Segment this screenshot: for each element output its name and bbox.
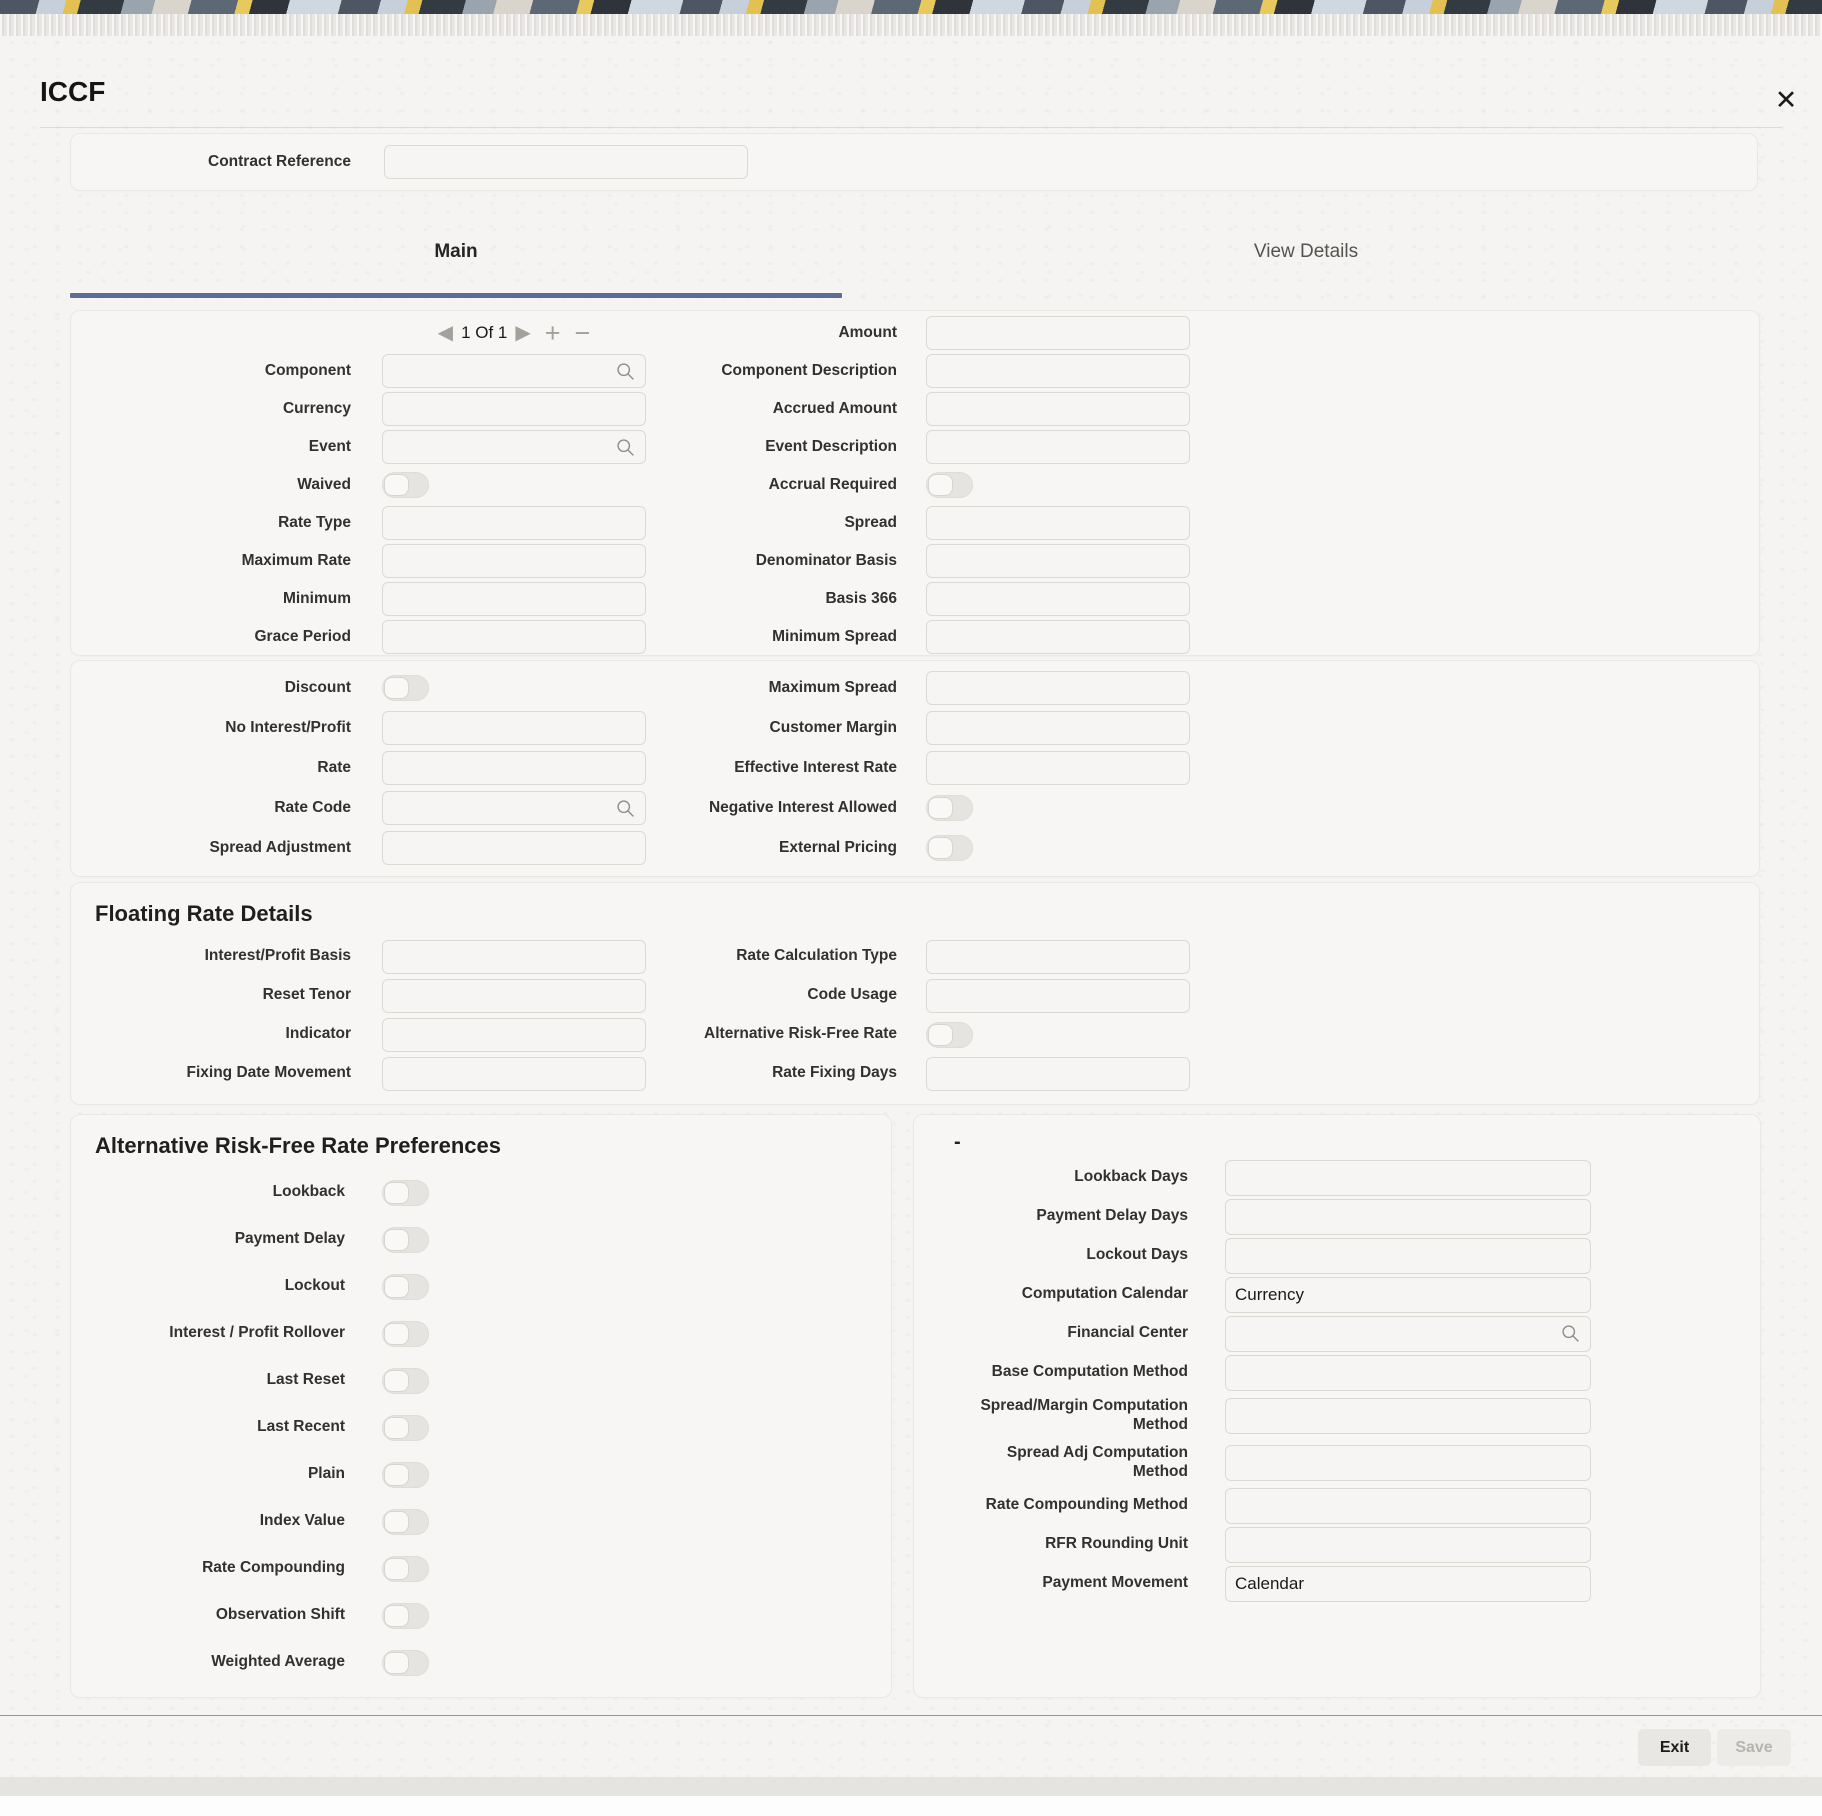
external-pricing-toggle[interactable] — [926, 835, 973, 861]
field-row — [950, 1158, 1760, 1197]
tab-view-details[interactable]: View Details — [1253, 241, 1359, 262]
accrual-required-toggle[interactable] — [926, 472, 973, 498]
financial-center-label: Financial Center — [1067, 1324, 1188, 1342]
minimum-input[interactable] — [382, 582, 646, 616]
code-usage-input[interactable] — [926, 979, 1190, 1013]
field-row — [656, 1015, 1759, 1054]
toggle-knob — [384, 1370, 409, 1392]
denominator-basis-input[interactable] — [926, 544, 1190, 578]
field-row — [71, 828, 656, 868]
spread-margin-computation-method-label: Spread/Margin Computation Method — [980, 1397, 1188, 1433]
index-value-label: Index Value — [259, 1512, 345, 1530]
rate-fixing-days-input[interactable] — [926, 1057, 1190, 1091]
maximum-rate-input[interactable] — [382, 544, 646, 578]
field-row — [71, 1263, 891, 1310]
amount-label: Amount — [838, 323, 897, 341]
event-description-label: Event Description — [765, 437, 897, 455]
interest-profit-rollover-toggle[interactable] — [382, 1321, 429, 1347]
spread-adjustment-label: Spread Adjustment — [209, 838, 351, 856]
lookback-days-label: Lookback Days — [1074, 1168, 1188, 1186]
exit-button[interactable]: Exit — [1638, 1729, 1711, 1766]
contract-reference-panel — [70, 133, 1758, 191]
toggle-knob — [384, 1417, 409, 1439]
accrual-required-label: Accrual Required — [768, 475, 897, 493]
basis-366-input[interactable] — [926, 582, 1190, 616]
lockout-days-label: Lockout Days — [1086, 1246, 1188, 1264]
field-row — [656, 668, 1759, 708]
spread-input[interactable] — [926, 506, 1190, 540]
close-icon[interactable]: ✕ — [1774, 84, 1798, 115]
main-record-panel — [70, 310, 1760, 656]
payment-movement-input[interactable]: Calendar — [1225, 1566, 1591, 1602]
rate-compounding-label: Rate Compounding — [202, 1559, 345, 1577]
lookback-label: Lookback — [272, 1183, 345, 1201]
interest-profit-basis-input[interactable] — [382, 940, 646, 974]
payment-movement-label: Payment Movement — [1042, 1574, 1188, 1592]
field-row — [656, 580, 1759, 618]
field-row — [950, 1197, 1760, 1236]
field-row — [71, 1310, 891, 1357]
field-row — [71, 976, 656, 1015]
record-counter: 1 Of 1 — [461, 323, 508, 342]
rfr-rounding-unit-label: RFR Rounding Unit — [1045, 1535, 1188, 1553]
spread-label: Spread — [844, 513, 897, 531]
decorative-pattern-band — [0, 0, 1822, 14]
field-row — [71, 1216, 891, 1263]
currency-label: Currency — [282, 399, 351, 417]
toggle-knob — [928, 837, 953, 859]
field-row — [656, 748, 1759, 788]
toggle-knob — [384, 1605, 409, 1627]
field-row — [71, 788, 656, 828]
search-icon[interactable] — [615, 798, 636, 819]
base-computation-method-input[interactable] — [1225, 1355, 1591, 1391]
rate-type-input[interactable] — [382, 506, 646, 540]
field-row — [950, 1314, 1760, 1353]
plain-label: Plain — [307, 1465, 345, 1483]
field-row — [71, 580, 656, 618]
field-row — [950, 1564, 1760, 1603]
external-pricing-label: External Pricing — [778, 838, 897, 856]
toggle-knob — [384, 1323, 409, 1345]
weighted-average-toggle[interactable] — [382, 1650, 429, 1676]
field-row — [71, 748, 656, 788]
lockout-toggle[interactable] — [382, 1274, 429, 1300]
event-input[interactable] — [382, 430, 646, 464]
accrued-amount-label: Accrued Amount — [772, 399, 897, 417]
toggle-knob — [384, 1229, 409, 1251]
field-row — [71, 1054, 656, 1093]
field-row — [71, 466, 656, 504]
toggle-knob — [384, 474, 409, 496]
active-tab-underline — [70, 293, 842, 298]
field-row — [656, 1054, 1759, 1093]
field-row — [656, 937, 1759, 976]
rate-label: Rate — [317, 758, 351, 776]
component-input[interactable] — [382, 354, 646, 388]
toggle-knob — [384, 1464, 409, 1486]
toggle-knob — [384, 1558, 409, 1580]
index-value-toggle[interactable] — [382, 1509, 429, 1535]
component-description-label: Component Description — [721, 361, 897, 379]
field-row — [950, 1525, 1760, 1564]
denominator-basis-label: Denominator Basis — [755, 551, 897, 569]
no-interest-profit-label: No Interest/Profit — [225, 718, 351, 736]
field-row — [71, 1498, 891, 1545]
reset-tenor-label: Reset Tenor — [262, 986, 351, 1004]
field-row — [71, 708, 656, 748]
previous-record-icon[interactable]: ◀ — [437, 322, 454, 344]
field-row — [71, 352, 656, 390]
toggle-knob — [928, 1024, 953, 1046]
spread-adj-computation-method-input[interactable] — [1225, 1445, 1591, 1481]
field-row — [71, 937, 656, 976]
field-row — [656, 352, 1759, 390]
discount-label: Discount — [284, 678, 351, 696]
bottom-margin — [0, 1796, 1822, 1816]
field-row — [656, 976, 1759, 1015]
field-row — [656, 466, 1759, 504]
waived-label: Waived — [297, 475, 351, 493]
toggle-knob — [384, 1511, 409, 1533]
field-row — [950, 1353, 1760, 1392]
section-title: - — [954, 1131, 961, 1153]
field-row — [71, 1639, 891, 1686]
field-row — [656, 504, 1759, 542]
contract-reference-label: Contract Reference — [208, 152, 351, 170]
field-row — [71, 1357, 891, 1404]
minimum-spread-label: Minimum Spread — [772, 627, 897, 645]
search-icon[interactable] — [615, 361, 636, 382]
field-row — [71, 390, 656, 428]
rate-calculation-type-label: Rate Calculation Type — [736, 947, 897, 965]
decorative-sub-band — [0, 14, 1822, 36]
indicator-input[interactable] — [382, 1018, 646, 1052]
toggle-knob — [928, 474, 953, 496]
computation-calendar-input[interactable]: Currency — [1225, 1277, 1591, 1313]
negative-interest-allowed-label: Negative Interest Allowed — [708, 798, 897, 816]
lockout-label: Lockout — [284, 1277, 345, 1295]
payment-delay-toggle[interactable] — [382, 1227, 429, 1253]
field-row — [71, 1592, 891, 1639]
lookback-toggle[interactable] — [382, 1180, 429, 1206]
currency-input[interactable] — [382, 392, 646, 426]
grace-period-input[interactable] — [382, 620, 646, 654]
rate-input[interactable] — [382, 751, 646, 785]
add-record-icon[interactable]: + — [544, 317, 561, 348]
amount-input[interactable] — [926, 316, 1190, 350]
search-icon[interactable] — [1560, 1323, 1581, 1344]
save-button[interactable]: Save — [1717, 1729, 1791, 1766]
rfr-rounding-unit-input[interactable] — [1225, 1527, 1591, 1563]
rate-code-label: Rate Code — [274, 798, 351, 816]
field-row — [656, 708, 1759, 748]
last-recent-toggle[interactable] — [382, 1415, 429, 1441]
arfr-preferences-panel — [70, 1114, 892, 1698]
field-row — [71, 618, 656, 656]
field-row — [656, 788, 1759, 828]
spread-adjustment-input[interactable] — [382, 831, 646, 865]
remove-record-icon[interactable]: − — [574, 317, 591, 348]
interest-profit-basis-label: Interest/Profit Basis — [204, 947, 351, 965]
record-paginator-row — [71, 314, 656, 352]
maximum-spread-input[interactable] — [926, 671, 1190, 705]
field-row — [71, 1404, 891, 1451]
field-row — [71, 1545, 891, 1592]
lockout-days-input[interactable] — [1225, 1238, 1591, 1274]
base-computation-method-label: Base Computation Method — [991, 1363, 1188, 1381]
payment-delay-label: Payment Delay — [234, 1230, 345, 1248]
rate-panel — [70, 660, 1760, 877]
effective-interest-rate-label: Effective Interest Rate — [734, 758, 897, 776]
tab-main[interactable]: Main — [434, 241, 478, 262]
field-row — [656, 428, 1759, 466]
field-row — [950, 1486, 1760, 1525]
contract-reference-input[interactable] — [384, 145, 748, 179]
footer-divider — [0, 1715, 1822, 1716]
minimum-spread-input[interactable] — [926, 620, 1190, 654]
payment-delay-days-input[interactable] — [1225, 1199, 1591, 1235]
rate-fixing-days-label: Rate Fixing Days — [772, 1064, 897, 1082]
rate-compounding-method-label: Rate Compounding Method — [985, 1496, 1188, 1514]
field-row — [656, 828, 1759, 868]
spread-margin-computation-method-input[interactable] — [1225, 1398, 1591, 1434]
toggle-knob — [384, 1182, 409, 1204]
field-row — [71, 504, 656, 542]
bottom-strip — [0, 1777, 1822, 1796]
no-interest-profit-input[interactable] — [382, 711, 646, 745]
customer-margin-label: Customer Margin — [769, 718, 897, 736]
field-row — [71, 542, 656, 580]
rate-type-label: Rate Type — [278, 513, 351, 531]
section-title: Alternative Risk-Free Rate Preferences — [95, 1133, 501, 1158]
arfr-details-panel — [913, 1114, 1761, 1698]
maximum-spread-label: Maximum Spread — [768, 678, 897, 696]
field-row — [71, 1169, 891, 1216]
toggle-knob — [384, 1276, 409, 1298]
dialog-title: ICCF — [40, 76, 106, 107]
observation-shift-toggle[interactable] — [382, 1603, 429, 1629]
minimum-label: Minimum — [282, 589, 351, 607]
plain-toggle[interactable] — [382, 1462, 429, 1488]
observation-shift-label: Observation Shift — [215, 1606, 345, 1624]
indicator-label: Indicator — [285, 1025, 351, 1043]
basis-366-label: Basis 366 — [825, 589, 897, 607]
field-row — [71, 428, 656, 466]
field-row — [950, 1392, 1760, 1439]
financial-center-input[interactable] — [1225, 1316, 1591, 1352]
search-icon[interactable] — [615, 437, 636, 458]
code-usage-label: Code Usage — [807, 986, 897, 1004]
field-row — [656, 390, 1759, 428]
customer-margin-input[interactable] — [926, 711, 1190, 745]
last-reset-toggle[interactable] — [382, 1368, 429, 1394]
accrued-amount-input[interactable] — [926, 392, 1190, 426]
record-paginator — [382, 317, 646, 348]
reset-tenor-input[interactable] — [382, 979, 646, 1013]
payment-delay-days-label: Payment Delay Days — [1036, 1207, 1188, 1225]
toggle-knob — [384, 1652, 409, 1674]
computation-calendar-label: Computation Calendar — [1021, 1285, 1188, 1303]
field-row — [656, 618, 1759, 656]
field-row — [656, 542, 1759, 580]
weighted-average-label: Weighted Average — [211, 1653, 345, 1671]
fixing-date-movement-label: Fixing Date Movement — [186, 1064, 351, 1082]
lookback-days-input[interactable] — [1225, 1160, 1591, 1196]
field-row — [71, 1451, 891, 1498]
alternative-risk-free-rate-label: Alternative Risk-Free Rate — [704, 1025, 897, 1043]
field-row — [71, 668, 656, 708]
spread-adj-computation-method-label: Spread Adj Computation Method — [1006, 1444, 1188, 1480]
field-row — [71, 1015, 656, 1054]
effective-interest-rate-input[interactable] — [926, 751, 1190, 785]
next-record-icon[interactable]: ▶ — [515, 322, 531, 344]
waived-toggle[interactable] — [382, 472, 429, 498]
toggle-knob — [928, 797, 953, 819]
floating-rate-details-panel — [70, 882, 1760, 1105]
interest-profit-rollover-label: Interest / Profit Rollover — [169, 1324, 345, 1342]
field-row — [950, 1275, 1760, 1314]
alternative-risk-free-rate-toggle[interactable] — [926, 1022, 973, 1048]
rate-compounding-method-input[interactable] — [1225, 1488, 1591, 1524]
field-row — [950, 1236, 1760, 1275]
rate-code-input[interactable] — [382, 791, 646, 825]
rate-compounding-toggle[interactable] — [382, 1556, 429, 1582]
component-label: Component — [264, 361, 351, 379]
header-divider — [40, 127, 1782, 128]
fixing-date-movement-input[interactable] — [382, 1057, 646, 1091]
field-row — [656, 314, 1759, 352]
component-description-input[interactable] — [926, 354, 1190, 388]
section-title: Floating Rate Details — [95, 901, 313, 926]
maximum-rate-label: Maximum Rate — [241, 551, 351, 569]
last-reset-label: Last Reset — [266, 1371, 345, 1389]
grace-period-label: Grace Period — [254, 627, 351, 645]
field-row — [950, 1439, 1760, 1486]
event-label: Event — [308, 437, 351, 455]
negative-interest-allowed-toggle[interactable] — [926, 795, 973, 821]
toggle-knob — [384, 677, 409, 699]
discount-toggle[interactable] — [382, 675, 429, 701]
last-recent-label: Last Recent — [257, 1418, 345, 1436]
event-description-input[interactable] — [926, 430, 1190, 464]
rate-calculation-type-input[interactable] — [926, 940, 1190, 974]
